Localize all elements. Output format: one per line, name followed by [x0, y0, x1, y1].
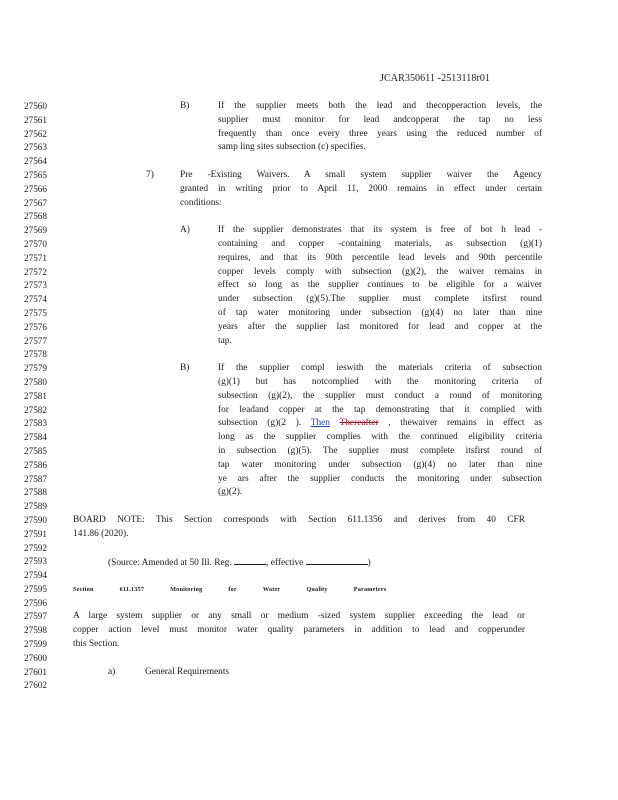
section-heading-word: Parameters	[353, 585, 387, 593]
line	[0, 114, 618, 128]
line-number: 27576	[24, 321, 47, 332]
item-text: subsection (g)(2), the supplier must conduct a round of monitoring	[218, 390, 542, 401]
line	[0, 141, 618, 155]
line	[0, 652, 618, 666]
line-number: 27566	[24, 183, 47, 194]
section-number: 611.1357	[119, 585, 145, 593]
subsection-title: General Requirements	[145, 666, 230, 677]
line-number: 27581	[24, 390, 47, 401]
line-number: 27590	[24, 514, 47, 525]
line	[0, 417, 618, 431]
line-number: 27601	[24, 666, 47, 677]
line-number: 27580	[24, 376, 47, 387]
line	[0, 473, 618, 487]
line-number: 27592	[24, 542, 47, 553]
line	[0, 362, 618, 376]
item-text: copper levels comply with subsection (g)(2), the waiver remains in	[218, 266, 542, 277]
line	[0, 155, 618, 169]
line-number: 27591	[24, 528, 47, 539]
line	[0, 459, 618, 473]
section-heading-word: Monitoring	[170, 585, 203, 593]
line-number: 27570	[24, 238, 47, 249]
item-text: in subsection (g)(5). The supplier must complete itsfirst round of	[218, 445, 542, 456]
line	[0, 542, 618, 556]
line-number: 27598	[24, 625, 47, 636]
line-number: 27577	[24, 335, 47, 346]
line-number: 27563	[24, 142, 47, 153]
line	[0, 252, 618, 266]
line-number: 27572	[24, 266, 47, 277]
line	[0, 100, 618, 114]
line	[0, 348, 618, 362]
item-text: containing and copper -containing materials, as subsection (g)(1)	[218, 238, 542, 249]
item-text: samp ling sites subsection (c) specifies.	[218, 142, 366, 153]
line	[0, 514, 618, 528]
line-number: 27583	[24, 418, 47, 429]
line-number: 27574	[24, 294, 47, 305]
line	[0, 224, 618, 238]
item-text: tap water monitoring under subsection (g)(4) no later than nine	[218, 459, 542, 470]
item-text: requires, and that its 90th percentile lead levels and 90th percentile	[218, 252, 542, 263]
line-number: 27571	[24, 252, 47, 263]
line	[0, 583, 618, 597]
item-label: B)	[180, 101, 190, 111]
item-text: conditions:	[180, 197, 222, 208]
section-heading-word: Quality	[306, 585, 328, 593]
line-number: 27596	[24, 597, 47, 608]
line-number: 27585	[24, 445, 47, 456]
line	[0, 569, 618, 583]
line-number: 27569	[24, 225, 47, 236]
line	[0, 128, 618, 142]
paragraph-text: copper action level must monitor water quality parameters in addition to lead and copperunder	[73, 625, 525, 636]
line	[0, 307, 618, 321]
line-number: 27579	[24, 363, 47, 374]
line-number: 27568	[24, 211, 47, 222]
line-number: 27560	[24, 101, 47, 111]
line	[0, 321, 618, 335]
item-text: If the supplier compl ieswith the materials criteria of subsection	[218, 363, 542, 374]
line-number: 27573	[24, 280, 47, 291]
line	[0, 335, 618, 349]
item-text: supplier must monitor for lead andcopperat the tap no less	[218, 114, 542, 125]
line	[0, 279, 618, 293]
line	[0, 390, 618, 404]
line	[0, 169, 618, 183]
item-text: of tap water monitoring under subsection (g)(4) no later than nine	[218, 307, 542, 318]
section-heading	[73, 583, 412, 597]
item-text: effect so long as the supplier continues to be eligible for a waiver	[218, 280, 542, 291]
line	[0, 445, 618, 459]
line	[0, 666, 618, 680]
line	[0, 238, 618, 252]
line	[0, 197, 618, 211]
line	[0, 597, 618, 611]
line	[0, 376, 618, 390]
line-number: 27561	[24, 114, 47, 125]
source-text: , effective	[266, 558, 304, 569]
blank-field-effective	[306, 555, 368, 565]
line-number: 27602	[24, 680, 47, 691]
item-text: for leadand copper at the tap demonstrating that it complied with	[218, 404, 542, 415]
item-label: 7)	[146, 169, 154, 180]
item-text: long as the supplier complies with the continued eligibility criteria	[218, 432, 542, 443]
line-number: 27599	[24, 639, 47, 650]
source-text: (Source: Amended at 50 Ill. Reg.	[108, 558, 232, 569]
line-number: 27587	[24, 473, 47, 484]
line-number: 27578	[24, 349, 47, 360]
line	[0, 679, 618, 693]
line-number: 27575	[24, 307, 47, 318]
paragraph-text: A large system supplier or any small or medium -sized system supplier exceeding the lead or	[73, 611, 525, 622]
document-id-header: JCAR350611 -2513118r01	[380, 73, 491, 84]
deleted-text: Thereafter	[339, 418, 379, 429]
line-number: 27588	[24, 487, 47, 498]
item-text: Pre -Existing Waivers. A small system supplier waiver the Agency	[180, 169, 542, 180]
line	[0, 486, 618, 500]
line-number: 27584	[24, 432, 47, 443]
line	[0, 266, 618, 280]
text-segment: , thewaiver remains in effect as	[378, 418, 542, 429]
line	[0, 183, 618, 197]
item-text-with-edits	[218, 417, 542, 431]
item-text: under subsection (g)(5).The supplier must complete itsfirst round	[218, 294, 542, 305]
item-text: ye ars after the supplier conducts the monitoring under subsection	[218, 473, 542, 484]
line-number: 27582	[24, 404, 47, 415]
item-text: granted in writing prior to April 11, 2000 remains in effect under certain	[180, 183, 542, 194]
source-text: )	[367, 558, 371, 569]
line	[0, 638, 618, 652]
item-text: frequently than once every three years using the reduced number of	[218, 128, 542, 139]
line-number: 27567	[24, 197, 47, 208]
board-note: 141.86 (2020).	[73, 528, 129, 539]
subsection-label: a)	[108, 666, 116, 677]
line	[0, 404, 618, 418]
line-number: 27586	[24, 459, 47, 470]
line	[0, 293, 618, 307]
text-segment: subsection (g)(2 ).	[218, 418, 311, 429]
item-label: B)	[180, 363, 190, 374]
line-number: 27562	[24, 128, 47, 139]
line	[0, 210, 618, 224]
line-number: 27564	[24, 156, 47, 167]
line	[0, 624, 618, 638]
line	[0, 431, 618, 445]
section-heading-word: for	[228, 585, 237, 593]
item-text: (g)(1) but has notcomplied with the monitoring criteria of	[218, 376, 542, 387]
line-number: 27565	[24, 169, 47, 180]
line	[0, 610, 618, 624]
item-text: If the supplier meets both the lead and thecopperaction levels, the	[218, 101, 542, 111]
line	[0, 528, 618, 542]
item-text: years after the supplier last monitored for lead and copper at the	[218, 321, 542, 332]
line-number: 27600	[24, 652, 47, 663]
paragraph-text: this Section.	[73, 639, 120, 650]
numbered-lines	[0, 100, 618, 693]
inserted-text: Then	[310, 418, 330, 429]
item-text: tap.	[218, 335, 232, 346]
item-text: (g)(2).	[218, 487, 243, 498]
line-number: 27593	[24, 556, 47, 567]
section-heading-word: Water	[262, 585, 281, 593]
item-label: A)	[180, 225, 190, 236]
line	[0, 500, 618, 514]
board-note: BOARD NOTE: This Section corresponds with Section 611.1356 and derives from 40 CFR	[73, 514, 525, 525]
line-number: 27595	[24, 583, 47, 594]
item-text: If the supplier demonstrates that its system is free of bot h lead -	[218, 225, 542, 236]
line-number: 27597	[24, 611, 47, 622]
line	[0, 555, 618, 569]
line-number: 27594	[24, 570, 47, 581]
blank-field-reg	[234, 555, 266, 565]
section-heading-word: Section	[73, 585, 94, 593]
line-number: 27589	[24, 501, 47, 512]
